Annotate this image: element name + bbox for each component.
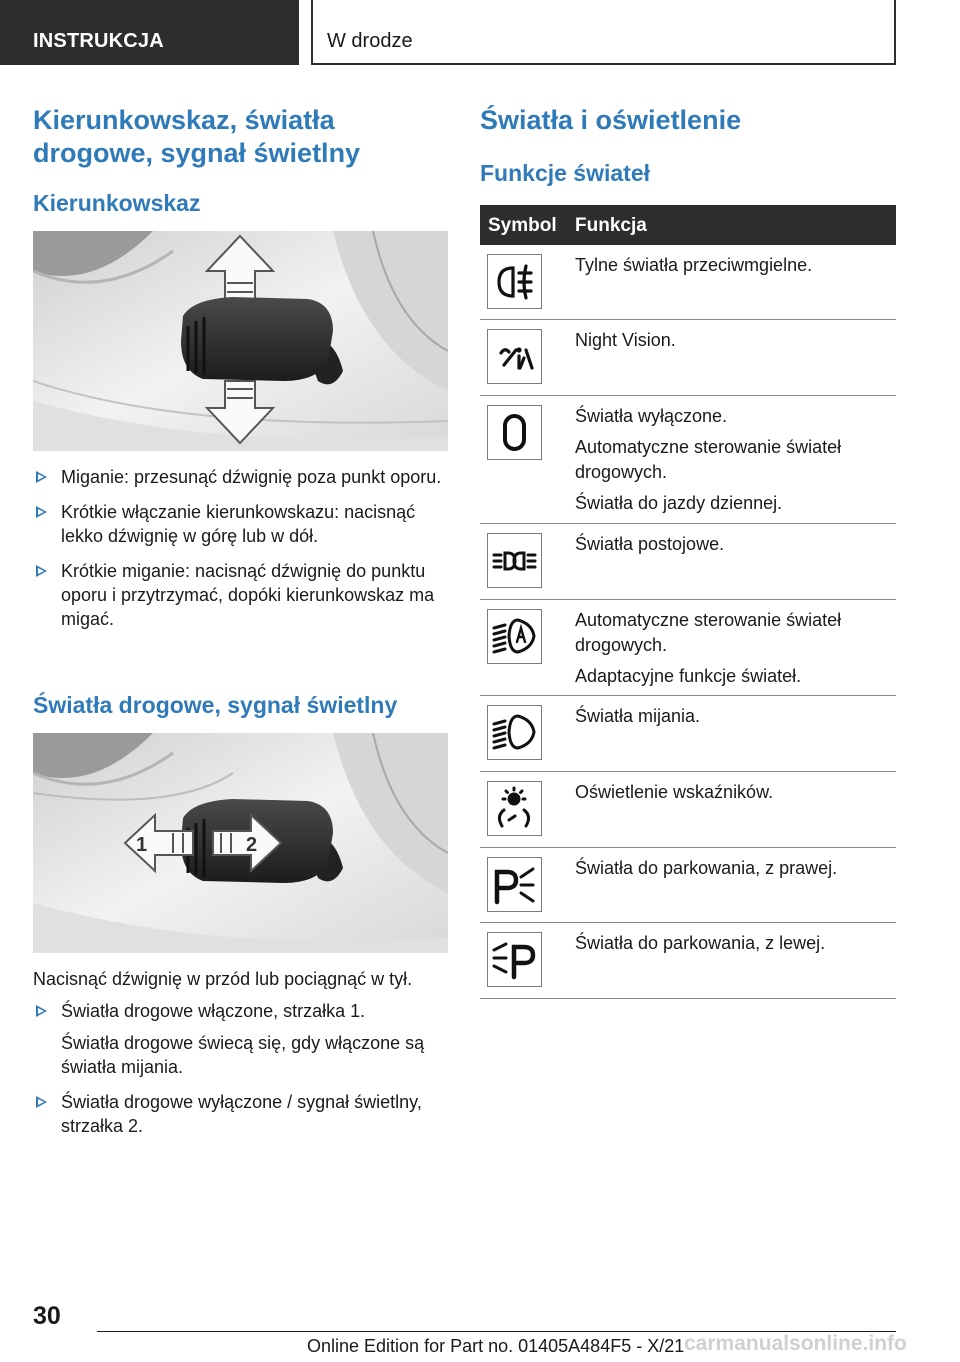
lights-off-icon bbox=[487, 405, 542, 460]
arrow-label-2: 2 bbox=[246, 834, 258, 856]
table-row bbox=[480, 600, 896, 696]
table-row bbox=[480, 524, 896, 600]
high-beam-heading: Światła drogowe, sygnał świetlny bbox=[33, 692, 398, 718]
table-header bbox=[480, 205, 896, 245]
function-text: Automatyczne sterowanie świateł drogowych. Adaptacyjne funkcje świateł. bbox=[575, 610, 842, 686]
turn-signal-lever-image bbox=[33, 231, 448, 451]
high-beam-bullets bbox=[33, 999, 448, 1149]
watermark: carmanualsonline.info bbox=[684, 1332, 907, 1355]
light-functions-table bbox=[480, 205, 896, 999]
bullet-triangle-icon bbox=[36, 1005, 47, 1017]
parking-light-left-icon bbox=[487, 932, 542, 987]
table-row bbox=[480, 848, 896, 923]
table-row bbox=[480, 320, 896, 396]
header-section-label: INSTRUKCJA bbox=[33, 30, 164, 52]
footer-edition: Online Edition for Part no. 01405A484F5 - X/21 bbox=[307, 1336, 685, 1356]
function-text: Światła do parkowania, z prawej. bbox=[575, 858, 838, 878]
header-chapter-label: W drodze bbox=[327, 30, 413, 52]
right-title: Światła i oświetlenie bbox=[480, 105, 742, 135]
header-chapter-tab bbox=[311, 0, 896, 65]
list-item: Światła drogowe włączone, strzałka 1. Światła drogowe świecą się, gdy włączone są światła mijania. bbox=[33, 999, 448, 1079]
parking-lights-icon bbox=[487, 533, 542, 588]
list-item: Krótkie miganie: nacisnąć dźwignię do punktu oporu i przytrzymać, dopóki kierunkowskaz ma migać. bbox=[33, 559, 448, 631]
list-item: Światła drogowe wyłączone / sygnał świetlny, strzałka 2. bbox=[33, 1090, 448, 1138]
auto-headlight-icon bbox=[487, 609, 542, 664]
turn-signal-heading: Kierunkowskaz bbox=[33, 190, 201, 216]
low-beam-icon bbox=[487, 705, 542, 760]
rear-fog-light-icon bbox=[487, 254, 542, 309]
right-subtitle: Funkcje świateł bbox=[480, 160, 651, 186]
turn-signal-bullets bbox=[33, 465, 448, 642]
header-section-tab bbox=[0, 0, 299, 65]
bullet-triangle-icon bbox=[36, 565, 47, 577]
table-row bbox=[480, 396, 896, 524]
bullet-triangle-icon bbox=[36, 506, 47, 518]
function-text: Oświetlenie wskaźników. bbox=[575, 782, 774, 802]
parking-light-right-icon bbox=[487, 857, 542, 912]
function-text: Night Vision. bbox=[575, 330, 676, 350]
column-header-symbol: Symbol bbox=[488, 215, 557, 236]
high-beam-lever-image bbox=[33, 733, 448, 953]
list-item: Krótkie włączanie kierunkowskazu: nacisnąć lekko dźwignię w górę lub w dół. bbox=[33, 500, 448, 548]
table-row bbox=[480, 696, 896, 772]
function-text: Światła postojowe. bbox=[575, 534, 725, 554]
column-header-function: Funkcja bbox=[575, 215, 647, 236]
bullet-triangle-icon bbox=[36, 471, 47, 483]
table-row bbox=[480, 245, 896, 320]
table-row bbox=[480, 923, 896, 999]
function-text: Światła do parkowania, z lewej. bbox=[575, 933, 826, 953]
high-beam-intro: Nacisnąć dźwignię w przód lub pociągnąć w tył. bbox=[33, 969, 413, 989]
left-title: Kierunkowskaz, światła drogowe, sygnał świetlny bbox=[33, 105, 361, 168]
list-item: Miganie: przesunąć dźwignię poza punkt oporu. bbox=[33, 465, 448, 489]
instrument-lighting-icon bbox=[487, 781, 542, 836]
function-text: Światła wyłączone. Automatyczne sterowanie świateł drogowych. Światła do jazdy dziennej. bbox=[575, 406, 842, 513]
table-row bbox=[480, 772, 896, 848]
night-vision-icon bbox=[487, 329, 542, 384]
function-text: Światła mijania. bbox=[575, 706, 701, 726]
page-number: 30 bbox=[33, 1302, 61, 1330]
bullet-triangle-icon bbox=[36, 1096, 47, 1108]
function-text: Tylne światła przeciwmgielne. bbox=[575, 255, 813, 275]
arrow-label-1: 1 bbox=[136, 834, 148, 856]
